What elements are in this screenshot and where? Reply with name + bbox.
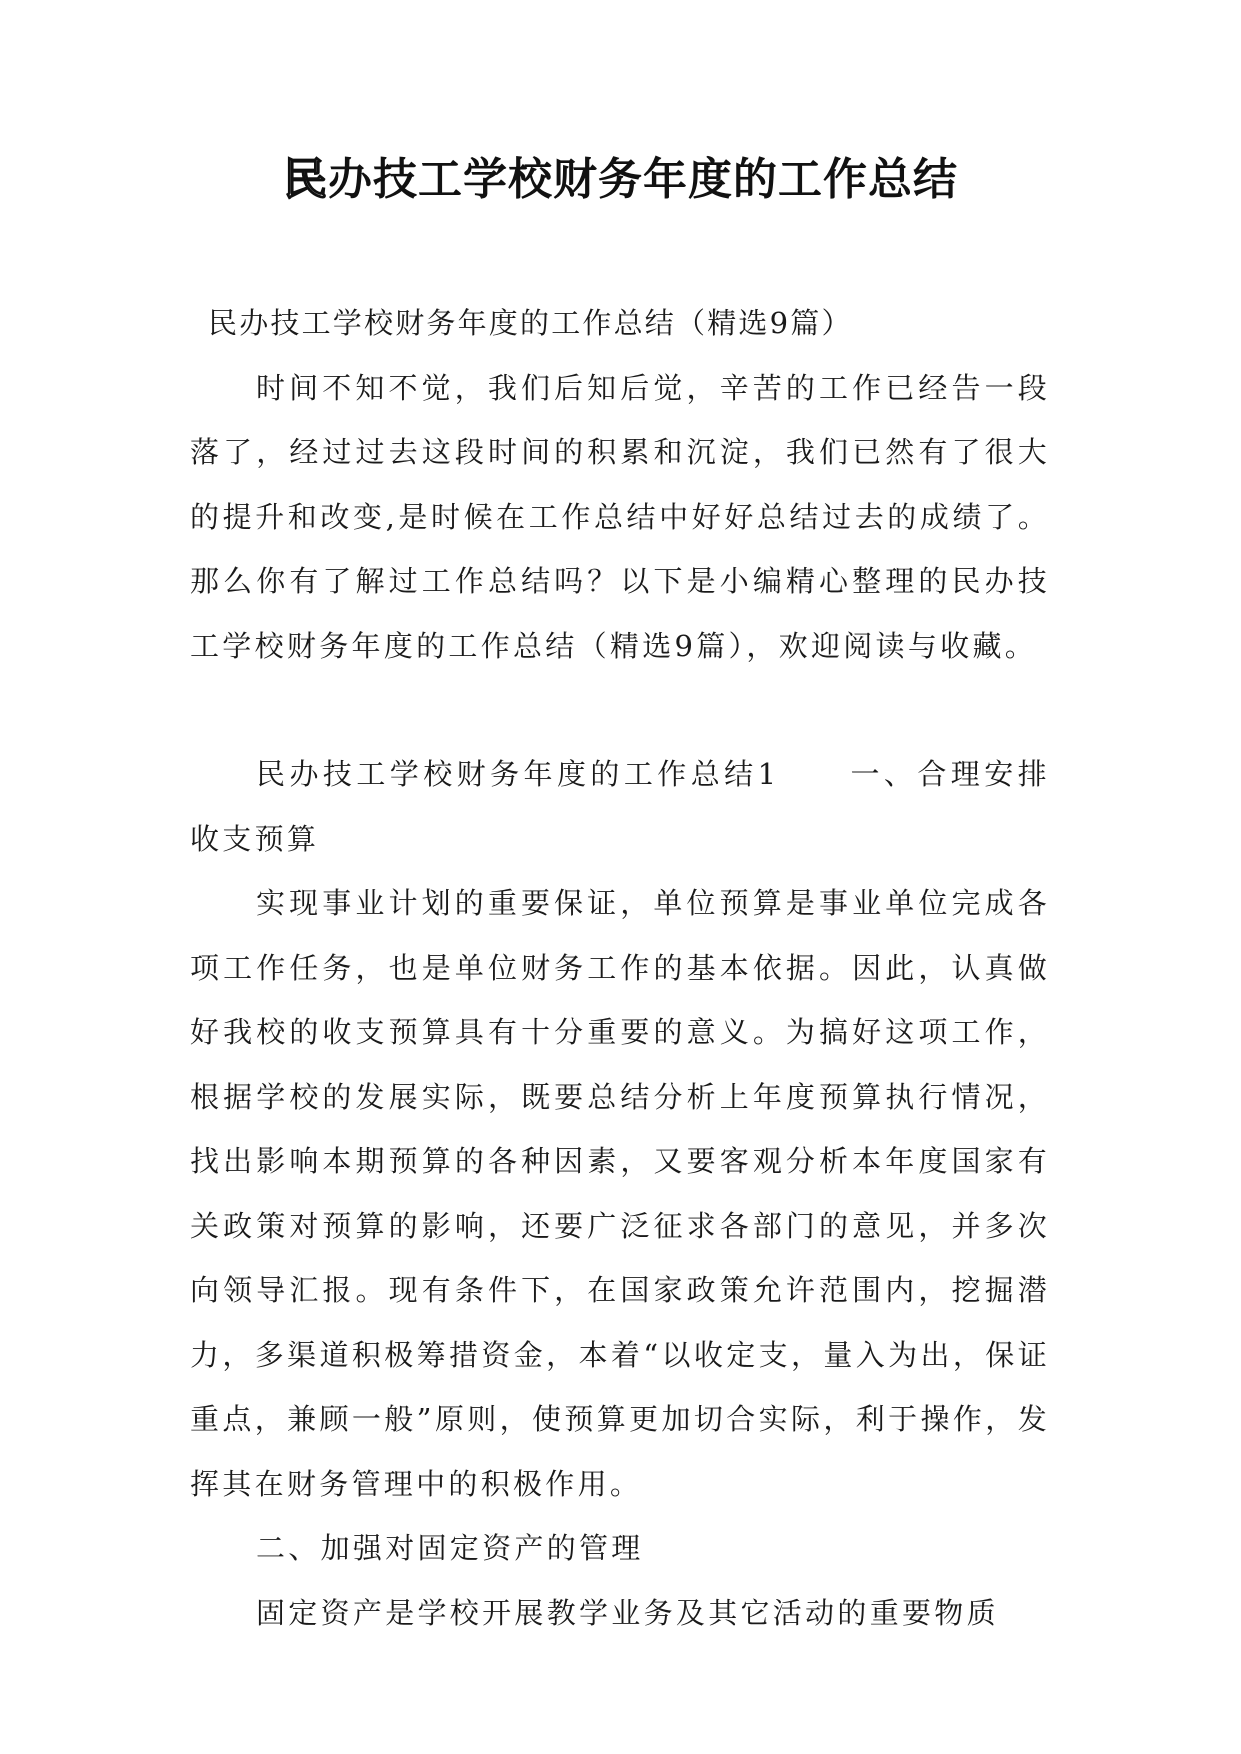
title-first-char: 民 [283,154,328,205]
intro-paragraph: 时间不知不觉，我们后知后觉，辛苦的工作已经告一段落了，经过过去这段时间的积累和沉淀，我们已然有了很大的提升和改变,是时候在工作总结中好好总结过去的成绩了。那么你有了解过工作总结吗？以下是小编精心整理的民办技工学校财务年度的工作总结（精选9篇），欢迎阅读与收藏。 [190,370,1050,663]
section-heading-paragraph [190,742,1050,871]
point1-title: 一、合理安排收支预算 [190,757,1050,856]
point2-title: 二、加强对固定资产的管理 [256,1531,644,1565]
title-text: 办技工学校财务年度的工作总结 [328,154,958,205]
document-subtitle: 民办技工学校财务年度的工作总结（精选9篇） [208,306,853,340]
paragraph-spacer [190,678,1050,742]
point2-paragraph: 固定资产是学校开展教学业务及其它活动的重要物质 [256,1595,999,1630]
section-heading: 民办技工学校财务年度的工作总结1 [256,757,780,791]
point1-paragraph: 实现事业计划的重要保证，单位预算是事业单位完成各项工作任务，也是单位财务工作的基本依据。因此，认真做好我校的收支预算具有十分重要的意义。为搞好这项工作，根据学校的发展实际，既要总结分析上年度预算执行情况，找出影响本期预算的各种因素，又要客观分析本年度国家有关政策对预算的影响，还要广泛征求各部门的意见，并多次向领导汇报。现有条件下，在国家政策允许范围内，挖掘潜力，多渠道积极筹措资金，本着“以收定支，量入为出，保证重点，兼顾一般”原则，使预算更加切合实际，利于操作，发挥其在财务管理中的积极作用。 [190,886,1050,1501]
document-title [0,150,1241,210]
document-body [190,291,1050,1645]
